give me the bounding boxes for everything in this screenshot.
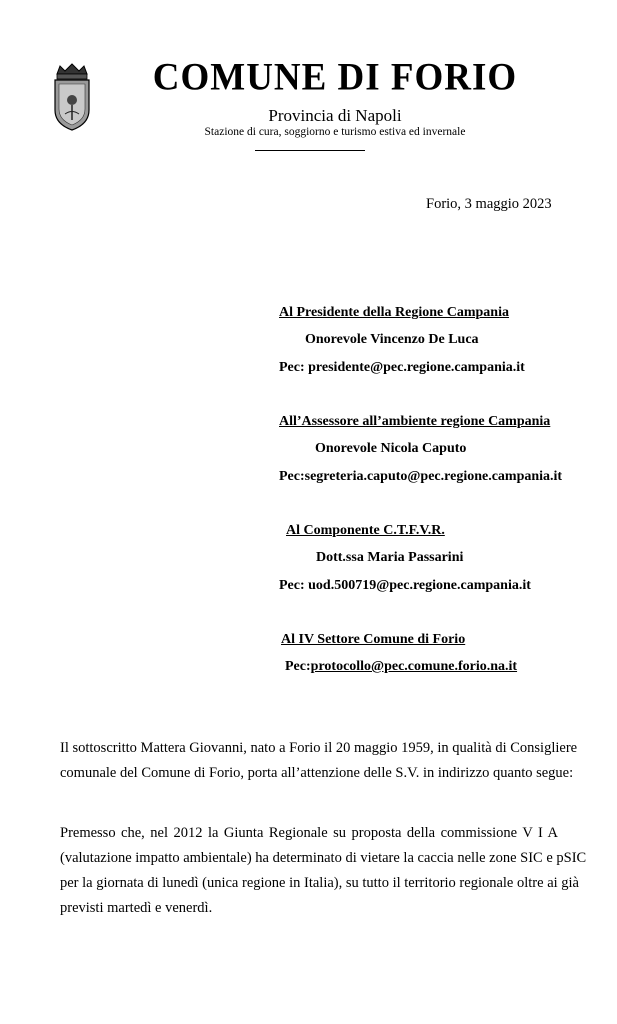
document-title: COMUNE DI FORIO <box>152 55 518 100</box>
recipient-2-title: All’Assessore all’ambiente regione Campania <box>279 414 551 429</box>
recipient-1-name: Onorevole Vincenzo De Luca <box>305 332 479 347</box>
paragraph-2-line-1: Premesso che, nel 2012 la Giunta Regionale su proposta della commissione V I A <box>60 825 558 841</box>
body-paragraph-2 <box>60 821 587 921</box>
recipient-2-pec: Pec:segreteria.caputo@pec.regione.campania.it <box>279 469 563 484</box>
recipient-1-title: Al Presidente della Regione Campania <box>279 305 509 320</box>
paragraph-2-line-3: per la giornata di lunedì (unica regione in Italia), su tutto il territorio regionale oltre ai già <box>60 875 579 891</box>
province-subtitle: Provincia di Napoli <box>268 106 402 125</box>
recipient-4-pec-label: Pec: <box>285 659 311 674</box>
body-paragraph-1 <box>60 736 578 786</box>
recipient-3-title: Al Componente C.T.F.V.R. <box>286 523 445 538</box>
recipient-3-pec: Pec: uod.500719@pec.regione.campania.it <box>279 578 531 593</box>
recipient-2-name: Onorevole Nicola Caputo <box>315 441 467 456</box>
letter-date: Forio, 3 maggio 2023 <box>426 196 552 212</box>
tagline: Stazione di cura, soggiorno e turismo estiva ed invernale <box>204 126 466 138</box>
recipient-3-name: Dott.ssa Maria Passarini <box>316 550 464 565</box>
paragraph-2-line-4: previsti martedì e venerdì. <box>60 900 213 916</box>
paragraph-1-line-1: Il sottoscritto Mattera Giovanni, nato a Forio il 20 maggio 1959, in qualità di Consigliere <box>60 740 578 756</box>
paragraph-2-line-2: (valutazione impatto ambientale) ha determinato di vietare la caccia nelle zone SIC e pSIC <box>60 850 587 866</box>
header-divider <box>255 150 365 151</box>
paragraph-1-line-2: comunale del Comune di Forio, porta all’attenzione delle S.V. in indirizzo quanto segue: <box>60 765 574 781</box>
recipient-1-pec: Pec: presidente@pec.regione.campania.it <box>279 360 525 375</box>
recipient-4-title: Al IV Settore Comune di Forio <box>281 632 466 647</box>
recipient-4-pec-address: protocollo@pec.comune.forio.na.it <box>310 659 518 674</box>
recipient-4-pec <box>285 659 517 675</box>
